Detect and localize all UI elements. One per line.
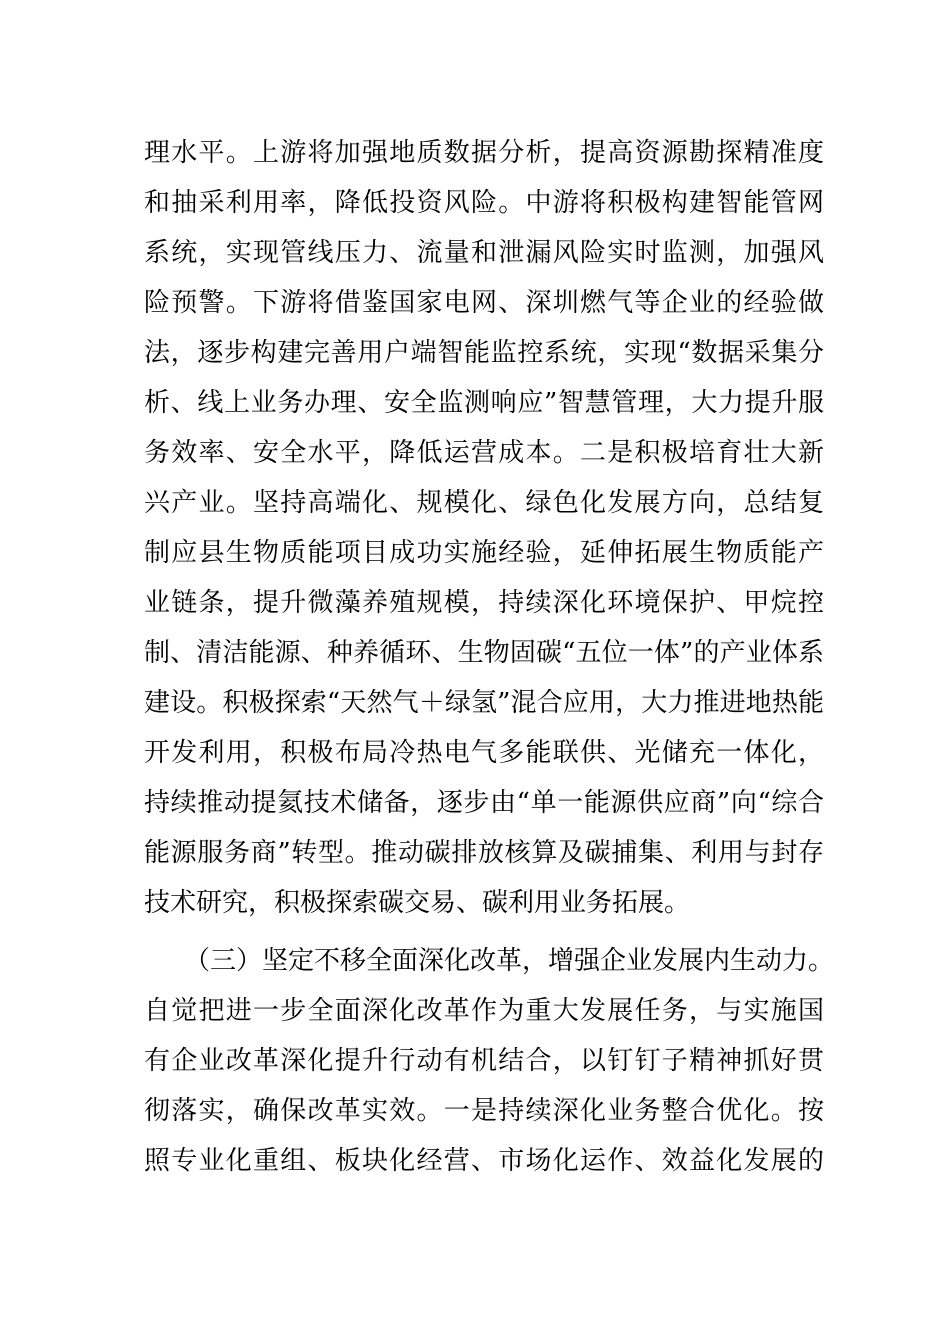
text-line: 有企业改革深化提升行动有机结合，以钉钉子精神抓好贯 [144,1046,824,1076]
text-line: 兴产业。坚持高端化、规模化、绿色化发展方向，总结复 [144,488,824,518]
text-line: 制、清洁能源、种养循环、生物固碳“五位一体”的产业体系 [144,638,824,668]
text-line: 自觉把进一步全面深化改革作为重大发展任务，与实施国 [144,996,824,1026]
text-line: 技术研究，积极探索碳交易、碳利用业务拓展。 [144,888,691,918]
text-line: 理水平。上游将加强地质数据分析，提高资源勘探精准度 [144,138,824,168]
text-line: 法，逐步构建完善用户端智能监控系统，实现“数据采集分 [144,338,824,368]
text-line: 业链条，提升微藻养殖规模，持续深化环境保护、甲烷控 [144,588,824,618]
text-line: 能源服务商”转型。推动碳排放核算及碳捕集、利用与封存 [144,838,824,868]
text-line: 彻落实，确保改革实效。一是持续深化业务整合优化。按 [144,1096,824,1126]
text-line: 务效率、安全水平，降低运营成本。二是积极培育壮大新 [144,438,824,468]
text-line: 照专业化重组、板块化经营、市场化运作、效益化发展的 [144,1146,824,1176]
text-line: 系统，实现管线压力、流量和泄漏风险实时监测，加强风 [144,238,824,268]
text-line: 建设。积极探索“天然气＋绿氢”混合应用，大力推进地热能 [144,688,824,718]
text-line: 析、线上业务办理、安全监测响应”智慧管理，大力提升服 [144,388,824,418]
section-heading-line: （三）坚定不移全面深化改革，增强企业发展内生动力。 [184,946,835,976]
text-line: 险预警。下游将借鉴国家电网、深圳燃气等企业的经验做 [144,288,824,318]
text-line: 持续推动提氦技术储备，逐步由“单一能源供应商”向“综合 [144,788,824,818]
text-line: 开发利用，积极布局冷热电气多能联供、光储充一体化， [144,738,824,768]
text-line: 和抽采利用率，降低投资风险。中游将积极构建智能管网 [144,188,824,218]
text-line: 制应县生物质能项目成功实施经验，延伸拓展生物质能产 [144,538,824,568]
